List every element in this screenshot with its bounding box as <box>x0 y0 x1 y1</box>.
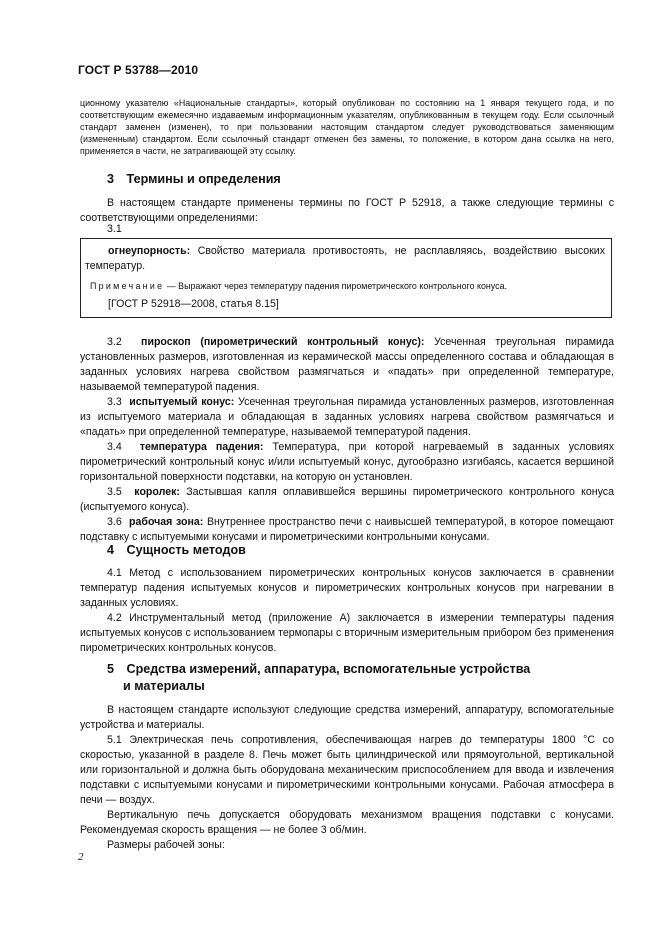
term-name: рабочая зона: <box>129 516 204 528</box>
term-3-3 <box>80 395 614 440</box>
term-definition: Усеченная треугольная пирамида установленных размеров, изготовленная из керамической массы определенного состава и обладающая в заданных условиях нагрева свойством размягчаться и «падать» при определенной температуре, называемой температурой падения. <box>80 336 615 393</box>
section-5-p52: Вертикальную печь допускается оборудовать механизмом вращения подставки с конусами. Рекомендуемая скорость вращения — не более 3 об/мин. <box>80 809 614 836</box>
term-number: 3.3 <box>107 396 122 408</box>
term-number: 3.4 <box>107 441 122 453</box>
term-3-2 <box>80 335 614 395</box>
term-name: пироскоп (пирометрический контрольный конус): <box>141 336 425 348</box>
term-3-5 <box>80 485 614 515</box>
term-3-1-definition-paragraph <box>85 244 605 274</box>
terms-list <box>80 335 614 545</box>
intro-paragraph <box>80 97 614 157</box>
section-4-p2: 4.2 Инструментальный метод (приложение А) заключается в измерении температуры падения испытуемых конусов с использованием термопары с вторичным измерительным прибором без применения пирометрических контрольных конусов. <box>80 612 614 654</box>
section-4-number: 4 <box>107 543 115 557</box>
note-text: — Выражают через температуру падения пирометрического контрольного конуса. <box>164 281 507 291</box>
term-name: королек: <box>134 486 180 498</box>
section-4-title: Сущность методов <box>126 543 246 557</box>
term-definition: Температура, при которой нагреваемый в заданных условиях пирометрический контрольный конус и/или испытуемый конус, дугообразно изгибаясь, касается вершиной горизонтальной поверхности подставки, на которую он установлен. <box>80 441 614 483</box>
section-4-heading <box>107 543 246 558</box>
note-label: Примечание <box>90 281 165 291</box>
section-4-body <box>80 566 614 656</box>
section-5-title-line-2: и материалы <box>123 679 205 693</box>
term-3-4 <box>80 440 614 485</box>
term-name: температура падения: <box>139 441 264 453</box>
section-4-p1: 4.1 Метод с использованием пирометрических контрольных конусов заключается в сравнении температур падения испытуемых конусов и пирометрических контрольных конусов при нагревании в заданных условиях. <box>80 567 614 609</box>
section-5-title-line-1: Средства измерений, аппаратура, вспомогательные устройства <box>126 662 531 676</box>
term-definition: Усеченная треугольная пирамида установленных размеров, изготовленная из испытуемого материала и обладающая в заданных условиях нагрева свойством размягчаться и «падать» при определенной температуре, называемой температурой падения. <box>80 396 614 438</box>
section-3-title: Термины и определения <box>126 172 281 186</box>
term-3-1-source: [ГОСТ Р 52918—2008, статья 8.15] <box>108 298 279 310</box>
term-definition: Застывшая капля оплавившейся вершины пирометрического контрольного конуса (испытуемого конуса). <box>80 486 614 513</box>
section-5-p53: Размеры рабочей зоны: <box>107 839 225 851</box>
term-3-6 <box>80 515 614 545</box>
term-number: 3.5 <box>107 486 122 498</box>
term-definition: Внутреннее пространство печи с наивысшей температурой, в которое помещают подставку с испытуемыми конусами и пирометрическими контрольными конусами. <box>80 516 615 543</box>
term-3-1-box <box>80 238 612 318</box>
section-5-p51: 5.1 Электрическая печь сопротивления, обеспечивающая нагрев до температуры 1800 °С со скоростью, указанной в разделе 8. Печь может быть цилиндрической или прямоугольной, вертикальной или горизонтальной и должна быть оборудована механическим приспособлением для ввода и извлечения подставки с испытуемыми конусами и пирометрическими контрольными конусами. Рабочая атмосфера в печи — воздух. <box>80 734 614 806</box>
term-3-1-note <box>90 280 605 292</box>
section-3-intro-text: В настоящем стандарте применены термины по ГОСТ Р 52918, а также следующие термины с соответствующими определениями: <box>80 197 614 224</box>
term-name: испытуемый конус: <box>129 396 235 408</box>
term-3-1-definition: Свойство материала противостоять, не расплавляясь, воздействию высоких температур. <box>85 245 605 272</box>
term-number: 3.2 <box>107 336 122 348</box>
section-5-intro: В настоящем стандарте используют следующие средства измерений, аппаратуру, вспомогательные устройства и материалы. <box>80 704 614 731</box>
term-3-1-term: огнеупорность: <box>108 245 191 257</box>
term-number: 3.6 <box>107 516 122 528</box>
term-3-1-number: 3.1 <box>107 223 122 235</box>
intro-text: ционному указателю «Национальные стандарты», который опубликован по состоянию на 1 января текущего года, и по соответствующим ежемесячно издаваемым информационным указателям, опубликованным в текущем году. Если ссылочный стандарт заменен (изменен), то при пользовании настоящим стандартом следует руководствоваться заменяющим (измененным) стандартом. Если ссылочный стандарт отменен без замены, то положение, в котором дана ссылка на него, применяется в части, не затрагивающей эту ссылку. <box>80 98 614 157</box>
section-5-number: 5 <box>107 662 115 676</box>
document-header: ГОСТ Р 53788—2010 <box>78 63 199 77</box>
section-3-number: 3 <box>107 172 115 186</box>
section-5-heading <box>107 662 530 677</box>
section-5-body <box>80 703 614 853</box>
page-number: 2 <box>78 851 84 863</box>
section-3-intro <box>80 196 614 226</box>
section-3-heading <box>107 172 281 187</box>
